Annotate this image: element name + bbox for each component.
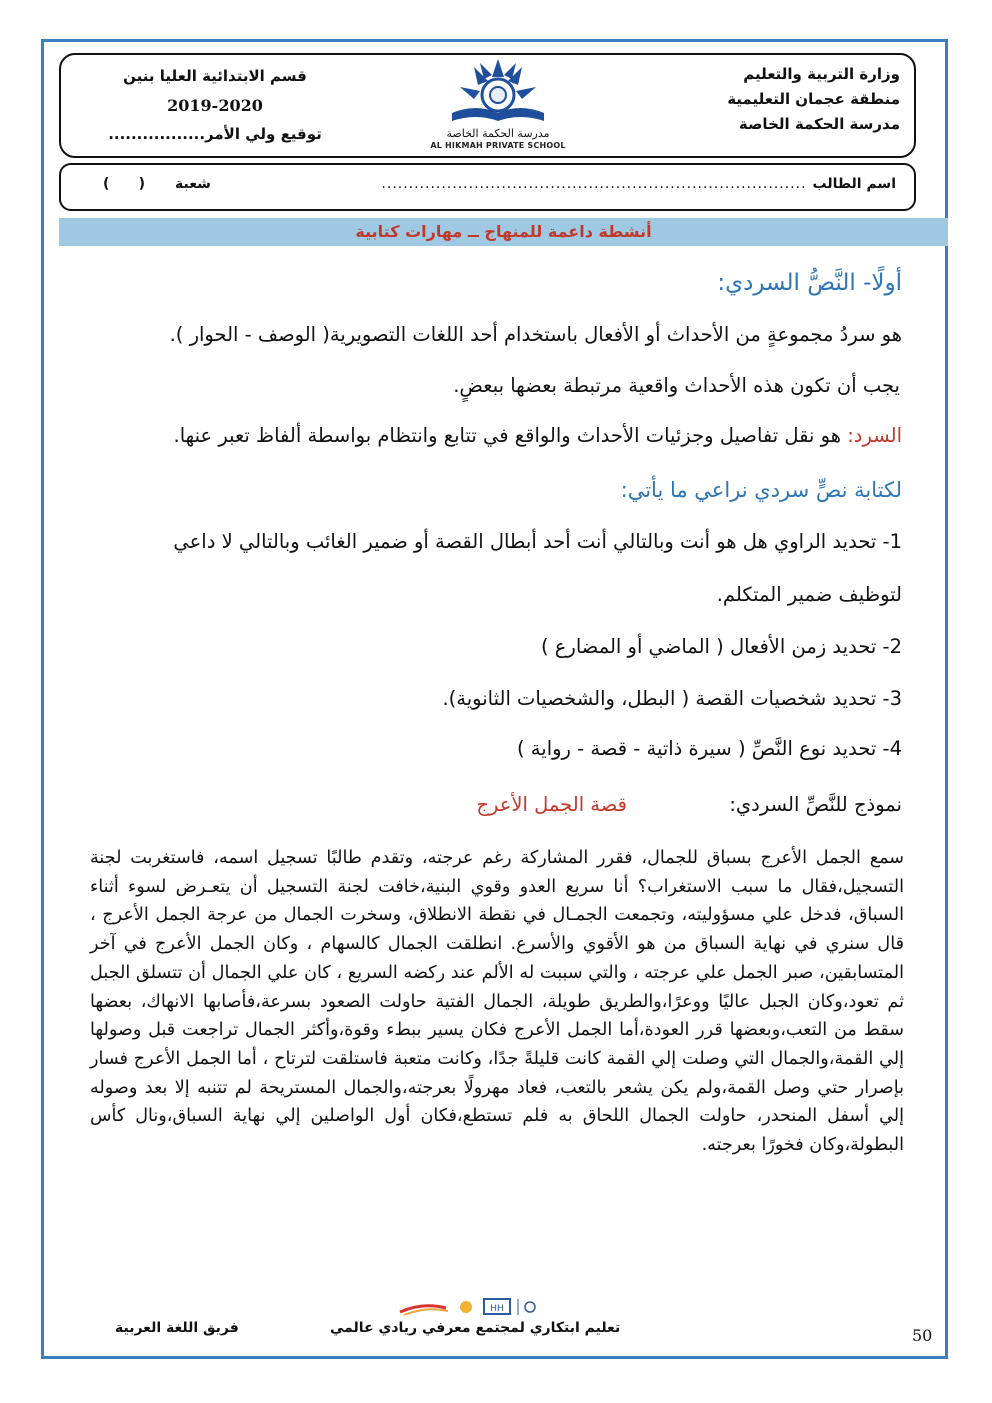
school-name: مدرسة الحكمة الخاصة — [738, 115, 900, 133]
footer-team: فريق اللغة العربية — [115, 1320, 239, 1336]
region-name: منطقة عجمان التعليمية — [727, 90, 900, 108]
step-1-continued: لتوظيف ضمير المتكلم. — [716, 583, 902, 606]
footer-logos — [398, 1296, 558, 1318]
condition-text: يجب أن تكون هذه الأحداث واقعية مرتبطة بعضها ببعضٍ. — [453, 374, 900, 397]
banner-title: أنشطة داعمة للمنهاج ــ مهارات كتابية — [355, 222, 652, 241]
logo-arabic-name: مدرسة الحكمة الخاصة — [446, 127, 550, 140]
sard-label: السرد: — [847, 424, 902, 447]
school-logo — [418, 55, 578, 153]
student-info-row — [75, 176, 896, 192]
step-2: 2- تحديد زمن الأفعال ( الماضي أو المضارع ) — [540, 635, 902, 658]
student-name-field[interactable]: .............................................................................. — [381, 176, 807, 192]
story-text: سمع الجمل الأعرج بسباق للجمال، فقرر المشاركة رغم عرجته، وتقدم طالبًا تسجيل اسمه، فاستغربت لجنة التسجيل،فقال ما سبب الاستغراب؟ أنا سريع العدو وقوي البنية،خافت لجنة التسجيل أن يتعـرض لسوء أثناء السباق، فدخل علي مسؤوليته، وتجمعت الجمـال في نقطة الانطلاق، وسخرت الجمال من عرجة الجمل الأعرج ، قال سنري في نهاية السباق من هو الأقوي والأسرع. انطلقت الجمال كالسهام ، وكان الجمل الأعرج في آخر المتسابقين، صبر الجمل علي عرجته ، والتي سببت له الألم عند ركضه السريع ، كان علي الجمال أن تتسلق الجبل ثم تعود،وكان الجبل عاليًا ووعرًا،والطريق طويلة، الجمال الفتية حاولت الصعود بسرعة،فأصابها الانهاك، بعضها سقط من التعب،وبعضها قرر العودة،أما الجمل الأعرج فكان يسير ببطء وقوة،وأكثر الجمال تراجعت قبل وصولها إلي القمة،والجمال التي وصلت إلي القمة كانت قليلةً جدًا، وكانت متعبة فاستلقت لترتاح ، أما الجمل الأعرج فسار بإصرار حتي وصل القمة،ولم يكن يشعر بالتعب، فعاد مهرولًا بعرجته،والجمال المستريحة لم تتنبه إلا بعد وصوله إلي أسفل المنحدر، حاولت الجمال اللحاق به فلم تستطع،فكان أول الواصلين إلي نهاية السباق،ونال كأس البطولة،وكان فخورًا بعرجته. — [90, 848, 904, 1156]
section-heading: أولًا- النَّصُّ السردي: — [717, 270, 902, 296]
academic-year: 2019-2020 — [167, 96, 263, 115]
page-number: 50 — [912, 1326, 933, 1345]
ministry-mark-icon — [525, 1302, 535, 1312]
header-right-block — [727, 62, 900, 137]
writing-heading: لكتابة نصٍّ سردي نراعي ما يأتي: — [620, 478, 902, 502]
department-name: قسم الابتدائية العليا بنين — [123, 67, 307, 85]
sard-text: هو نقل تفاصيل وجزئيات الأحداث والواقع في تتابع وانتظام بواسطة ألفاظ تعبر عنها. — [173, 424, 842, 447]
model-label: نموذج للنَّصِّ السردي: — [729, 793, 902, 816]
svg-text:HH: HH — [490, 1304, 504, 1314]
footer-slogan: تعليم ابتكاري لمجتمع معرفي ريادي عالمي — [330, 1320, 621, 1336]
section-field[interactable]: ( ) — [103, 176, 146, 192]
step-1: 1- تحديد الراوي هل هو أنت وبالتالي أنت أحد أبطال القصة أو ضمير الغائب وبالتالي لا داعي — [173, 530, 902, 553]
ministry-name: وزارة التربية والتعليم — [743, 65, 900, 83]
sard-paragraph — [174, 424, 902, 447]
definition-text: هو سردُ مجموعةٍ من الأحداث أو الأفعال باستخدام أحد اللغات التصويرية( الوصف - الحوار ). — [169, 323, 902, 346]
student-name-label: اسم الطالب — [812, 176, 896, 192]
logo-emblem-icon — [418, 55, 578, 127]
badge-logo-icon — [460, 1301, 472, 1313]
logo-english-name: AL HIKMAH PRIVATE SCHOOL — [430, 141, 566, 150]
activity-banner — [59, 218, 948, 246]
step-4: 4- تحديد نوع النَّصِّ ( سيرة ذاتية - قصة - رواية ) — [517, 737, 902, 760]
story-title: قصة الجمل الأعرج — [476, 793, 627, 816]
parent-signature: توقيع ولي الأمر................. — [108, 125, 322, 143]
section-label: شعبة — [175, 176, 211, 192]
header-left-block — [100, 62, 330, 149]
step-3: 3- تحديد شخصيات القصة ( البطل، والشخصيات الثانوية). — [442, 687, 902, 710]
